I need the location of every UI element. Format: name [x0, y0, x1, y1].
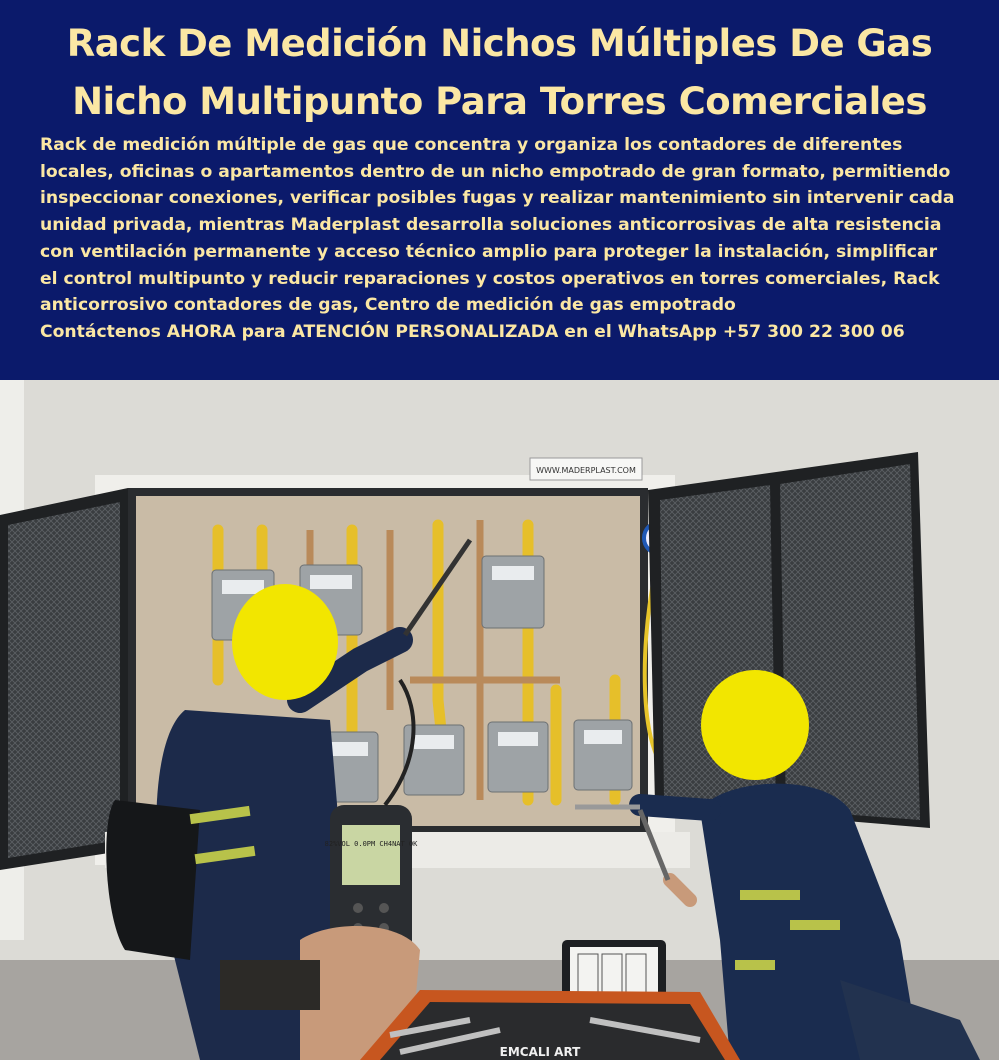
face-mask: [232, 584, 338, 700]
photo-illustration: [0, 380, 999, 1060]
right-door-mesh-right: [780, 464, 920, 820]
tool-belt: [220, 960, 320, 1010]
description-line: inspeccionar conexiones, verificar posibles fugas y realizar mantenimiento sin intervenir cada: [40, 188, 955, 209]
description-line: anticorrosivo contadores de gas, Centro de medición de gas empotrado: [40, 295, 736, 316]
header-banner: [0, 0, 999, 380]
mat-label: EMCALI ART: [499, 1045, 581, 1059]
contact-line: Contáctenos AHORA para ATENCIÓN PERSONALIZADA en el WhatsApp +57 300 22 300 06: [40, 321, 905, 342]
headline-line-2: Nicho Multipunto Para Torres Comerciales: [72, 80, 927, 123]
product-photo: [0, 380, 999, 1060]
description-line: locales, oficinas o apartamentos dentro de un nicho empotrado de gran formato, permitiendo: [40, 161, 951, 182]
device-screen: 82%VOL 0.0PM CH4NAT OK: [324, 840, 418, 848]
left-door-mesh: [8, 502, 120, 858]
description-line: unidad privada, mientras Maderplast desarrolla soluciones anticorrosivas de alta resistencia: [40, 215, 942, 236]
headline-line-1: Rack De Medición Nichos Múltiples De Gas: [66, 22, 933, 65]
description-line: Rack de medición múltiple de gas que concentra y organiza los contadores de diferentes: [40, 135, 903, 155]
description-line: el control multipunto y reducir reparaciones y costos operativos en torres comerciales, Rack: [40, 268, 940, 289]
face-mask: [701, 670, 809, 780]
cabinet-label: WWW.MADERPLAST.COM: [536, 466, 636, 475]
description: [40, 132, 975, 346]
description-line: con ventilación permanente y acceso técnico amplio para proteger la instalación, simplificar: [40, 241, 938, 262]
tool-mat: [360, 990, 740, 1060]
